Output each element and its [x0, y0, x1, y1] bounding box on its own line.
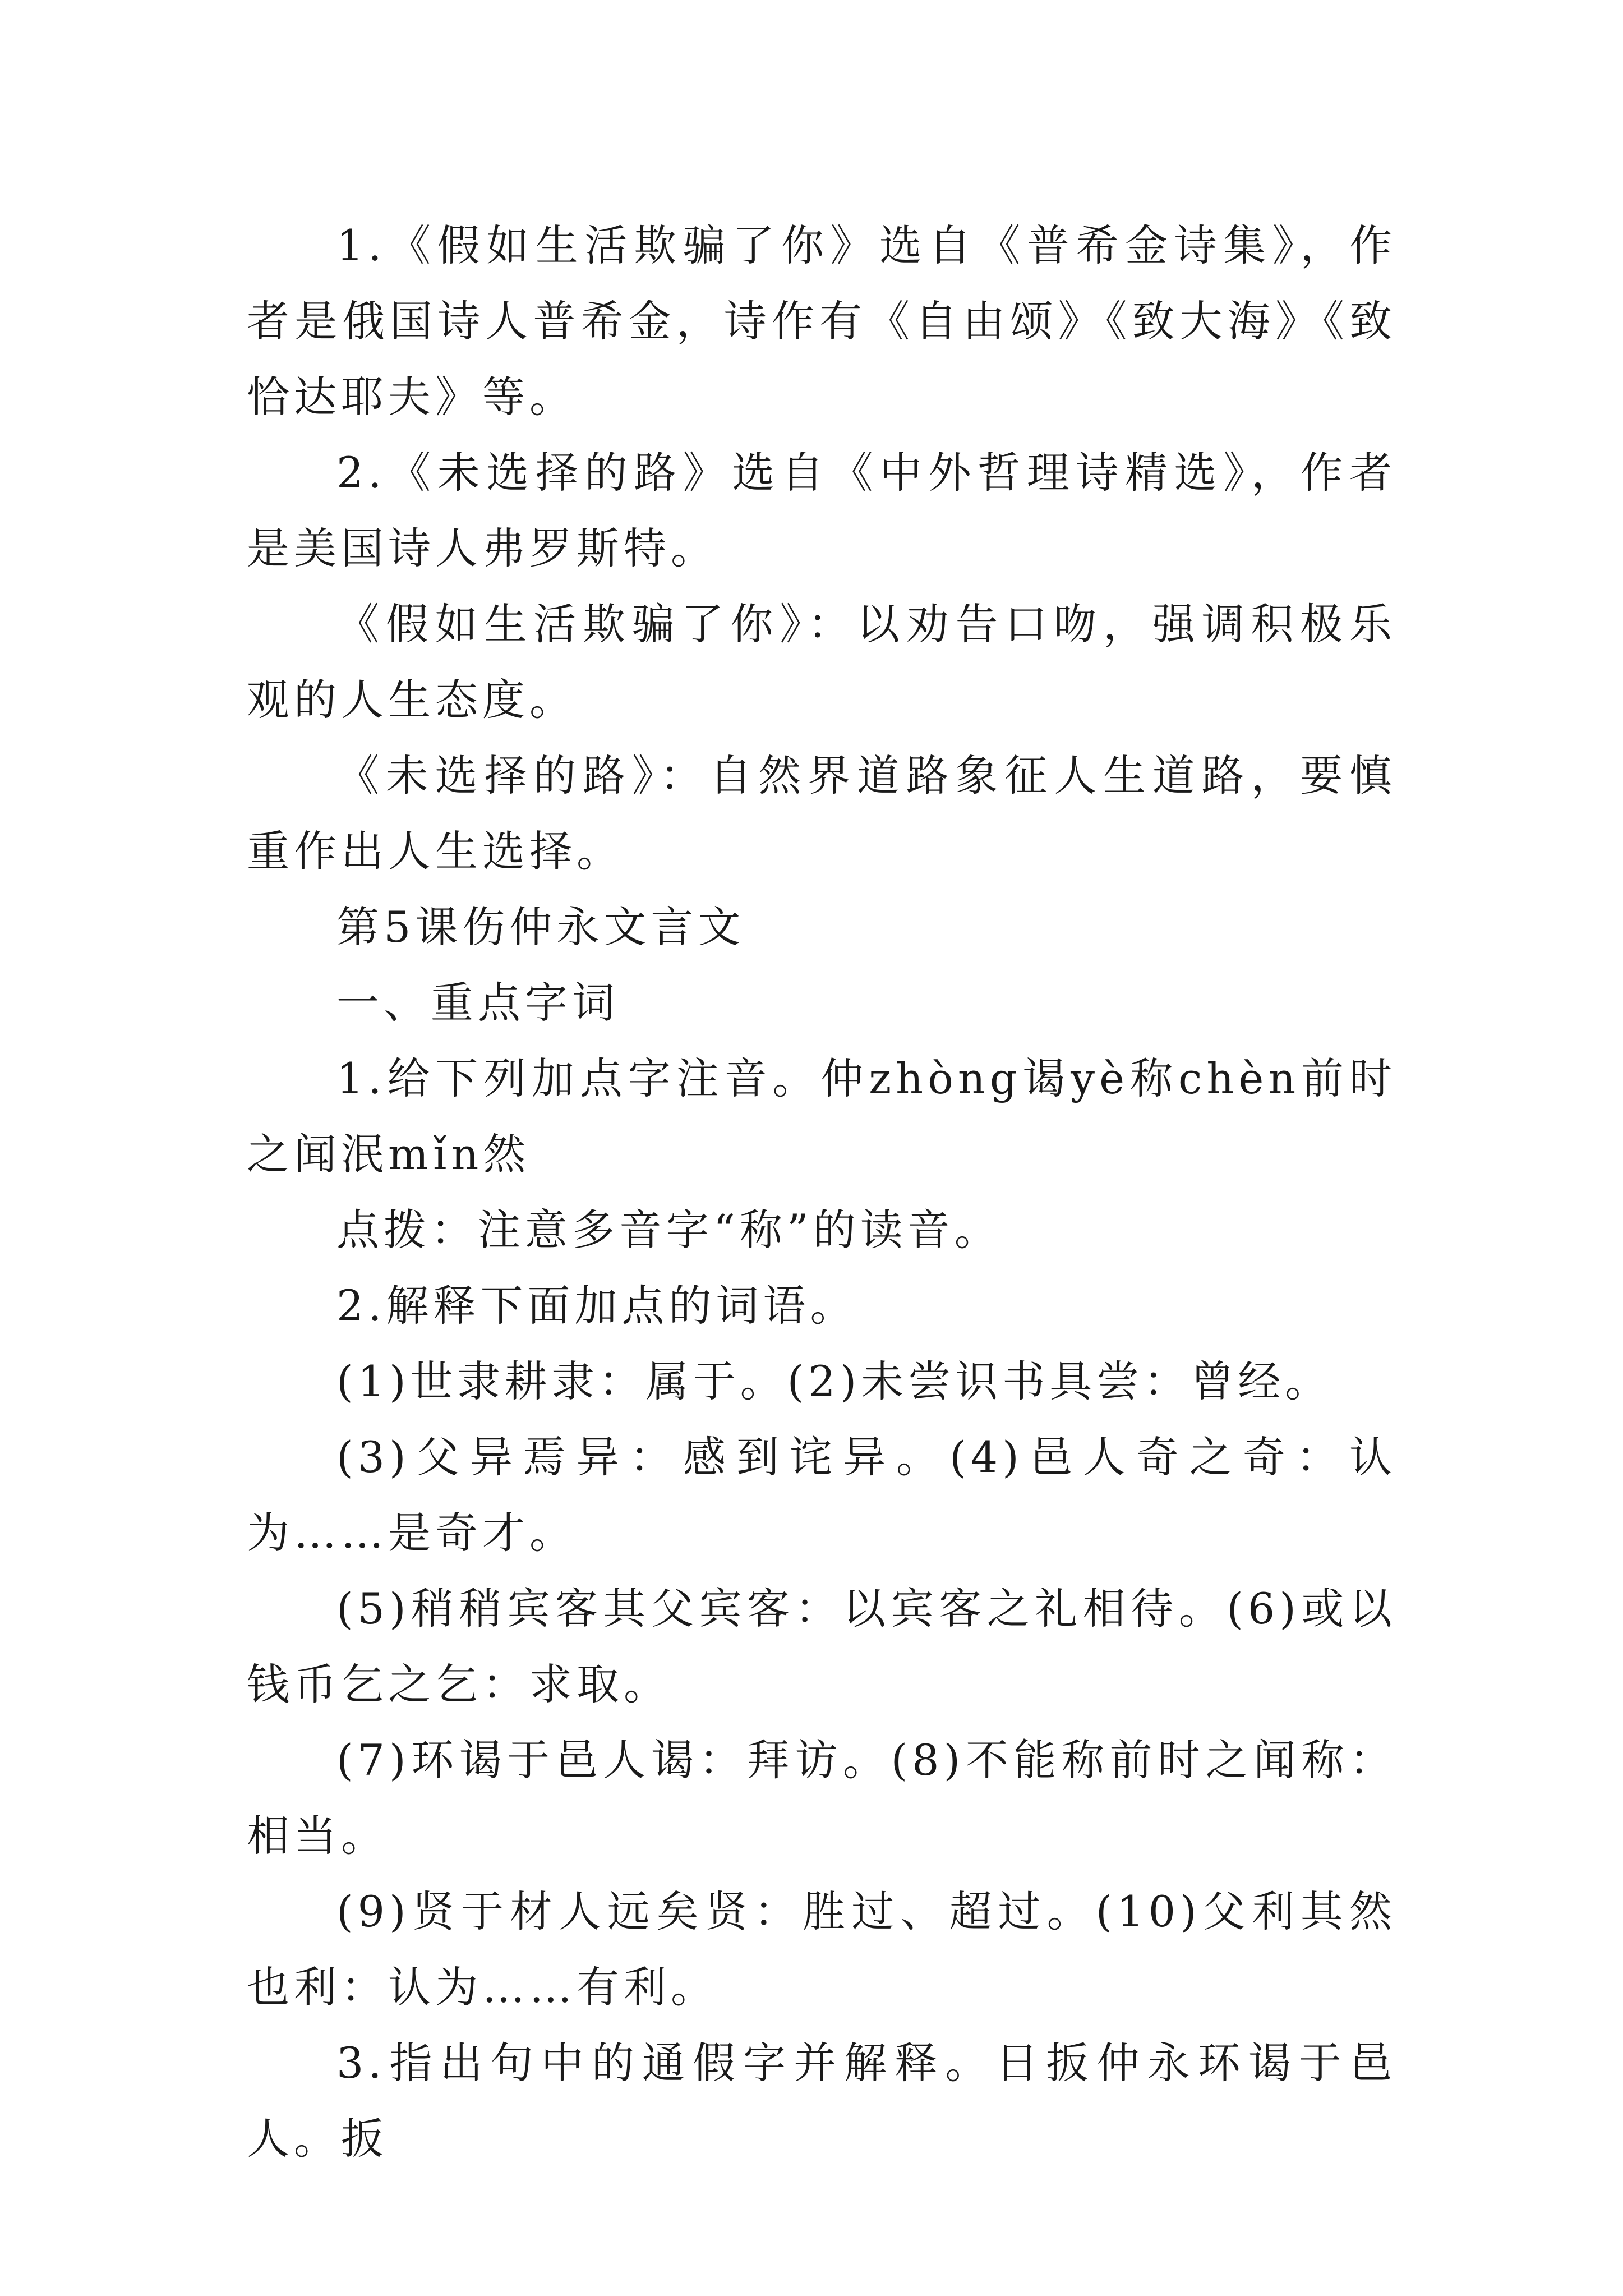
paragraph-1: 1.《假如生活欺骗了你》选自《普希金诗集》，作者是俄国诗人普希金，诗作有《自由颂》《致大海》《致恰达耶夫》等。: [247, 220, 1396, 422]
paragraph-item-1-2: (1)世隶耕隶：属于。(2)未尝识书具尝：曾经。: [336, 1356, 1332, 1406]
paragraph-item-3-4: (3)父异焉异：感到诧异。(4)邑人奇之奇：认为……是奇才。: [247, 1432, 1396, 1558]
paragraph-item-9-10: (9)贤于材人远矣贤：胜过、超过。(10)父利其然也利：认为……有利。: [247, 1887, 1396, 2012]
paragraph-3: 《假如生活欺骗了你》：以劝告口吻，强调积极乐观的人生态度。: [247, 599, 1396, 725]
paragraph-item-5-6: (5)稍稍宾客其父宾客：以宾客之礼相待。(6)或以钱币乞之乞：求取。: [247, 1584, 1396, 1709]
paragraph-item-7-8: (7)环谒于邑人谒：拜访。(8)不能称前时之闻称：相当。: [247, 1735, 1396, 1861]
paragraph-2: 2.《未选择的路》选自《中外哲理诗精选》，作者是美国诗人弗罗斯特。: [247, 448, 1396, 573]
document-body: [247, 208, 1396, 2177]
section-heading: 一、重点字词: [336, 978, 619, 1028]
paragraph-pronunciation: 1.给下列加点字注音。仲zhòng谒yè称chèn前时之闻泯mǐn然: [247, 1053, 1396, 1179]
paragraph-hint: 点拨：注意多音字“称”的读音。: [336, 1205, 1002, 1255]
paragraph-tongjia: 3.指出句中的通假字并解释。日扳仲永环谒于邑人。扳: [247, 2038, 1396, 2164]
paragraph-explain: 2.解释下面加点的词语。: [336, 1281, 857, 1331]
paragraph-4: 《未选择的路》：自然界道路象征人生道路，要慎重作出人生选择。: [247, 751, 1396, 876]
lesson-heading: 第5课伤仲永文言文: [336, 902, 745, 952]
